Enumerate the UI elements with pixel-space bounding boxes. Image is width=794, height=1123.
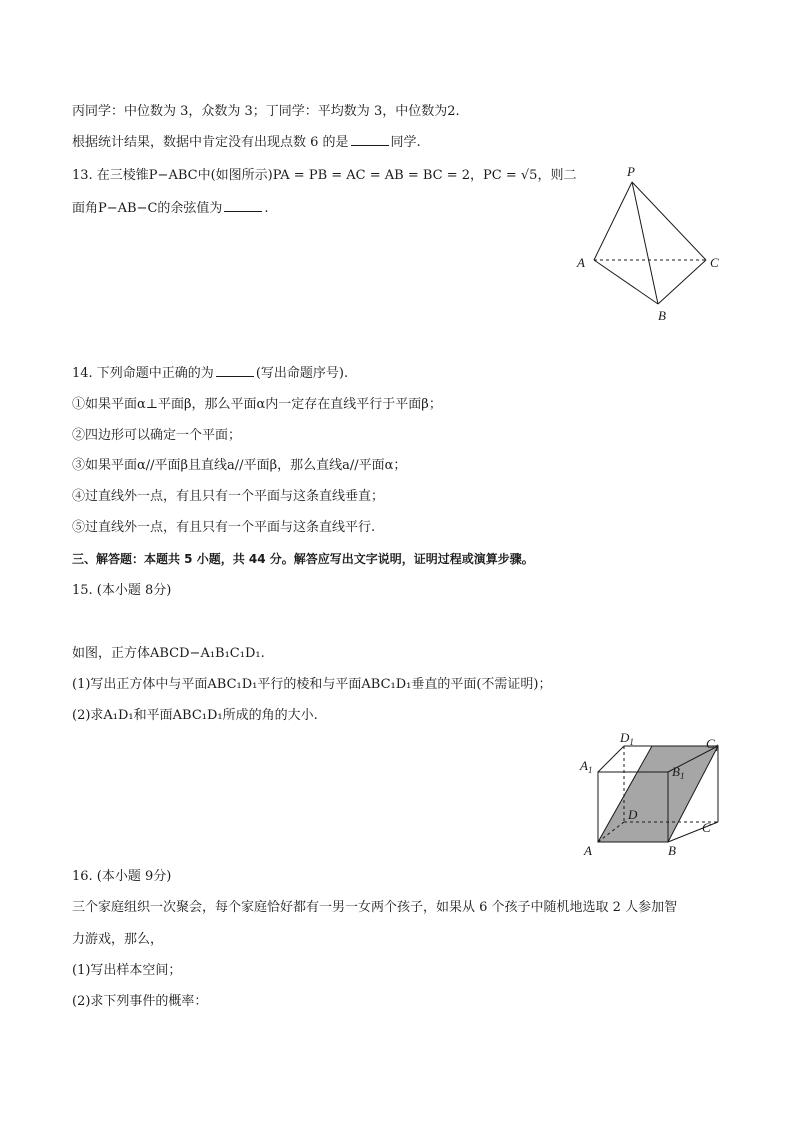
proposition-3: ③如果平面α//平面β且直线a//平面β，那么直线a//平面α； bbox=[72, 458, 407, 473]
question-16-line-2: 力游戏，那么， bbox=[72, 932, 164, 947]
question-13-line-2 bbox=[72, 199, 269, 218]
question-15-heading: 15. (本小题 8分) bbox=[72, 583, 172, 598]
text-line-1: 丙同学：中位数为 3，众数为 3；丁同学：平均数为 3，中位数为2. bbox=[72, 104, 460, 119]
question-16-line-1: 三个家庭组织一次聚会，每个家庭恰好都有一男一女两个孩子，如果从 6 个孩子中随机地选取 2 人参加智 bbox=[72, 900, 678, 915]
question-14 bbox=[72, 364, 348, 383]
question-15-intro: 如图，正方体ABCD−A₁B₁C₁D₁. bbox=[72, 646, 265, 661]
question-14-text: 14. 下列命题中正确的为 bbox=[72, 366, 214, 381]
label-A: A bbox=[577, 255, 585, 270]
label-C1-letter: C bbox=[706, 736, 715, 751]
question-16-heading: 16. (本小题 9分) bbox=[72, 869, 172, 884]
label-B1-letter: B bbox=[672, 764, 680, 779]
text-line-2 bbox=[72, 133, 421, 152]
cube-figure bbox=[576, 726, 726, 862]
label-C: C bbox=[710, 255, 719, 270]
label-C1 bbox=[706, 736, 719, 753]
text-line-2-start: 根据统计结果，数据中肯定没有出现点数 6 的是 bbox=[72, 135, 349, 150]
proposition-1: ①如果平面α⊥平面β，那么平面α内一定存在直线平行于平面β； bbox=[72, 397, 442, 412]
question-13-text: 面角P−AB−C的余弦值为 bbox=[72, 201, 223, 216]
question-13-line-1: 13. 在三棱锥P−ABC中(如图所示)PA = PB = AC = AB = BC = 2，PC = √5，则二 bbox=[72, 168, 577, 183]
label-B: B bbox=[668, 843, 676, 858]
label-B1-sub: 1 bbox=[679, 771, 685, 781]
question-15-part-2: (2)求A₁D₁和平面ABC₁D₁所成的角的大小. bbox=[72, 708, 318, 723]
question-13-end: . bbox=[264, 201, 269, 216]
proposition-5: ⑤过直线外一点，有且只有一个平面与这条直线平行. bbox=[72, 520, 376, 535]
label-D: D bbox=[628, 807, 638, 822]
label-A: A bbox=[584, 843, 592, 858]
label-P: P bbox=[627, 164, 635, 179]
question-15-part-1: (1)写出正方体中与平面ABC₁D₁平行的棱和与平面ABC₁D₁垂直的平面(不需证明)； bbox=[72, 677, 552, 692]
question-16-part-1: (1)写出样本空间； bbox=[72, 963, 182, 978]
label-C: C bbox=[702, 820, 711, 835]
question-16-part-2: (2)求下列事件的概率： bbox=[72, 994, 208, 1009]
answer-blank-14 bbox=[216, 364, 254, 377]
tetrahedron-figure bbox=[570, 160, 730, 330]
label-B: B bbox=[658, 308, 666, 323]
answer-blank-13 bbox=[224, 199, 262, 212]
label-A1 bbox=[579, 758, 592, 775]
question-14-end: (写出命题序号). bbox=[255, 366, 349, 381]
section-3-heading: 三、解答题：本题共 5 小题，共 44 分。解答应写出文字说明，证明过程或演算步骤。 bbox=[72, 552, 534, 566]
label-A1-sub: 1 bbox=[587, 765, 593, 775]
label-D1-sub: 1 bbox=[629, 737, 634, 747]
label-A1-letter: A bbox=[580, 758, 588, 773]
proposition-2: ②四边形可以确定一个平面； bbox=[72, 428, 242, 443]
text-line-2-end: 同学. bbox=[390, 135, 421, 150]
answer-blank-12 bbox=[351, 133, 389, 146]
label-D1-letter: D bbox=[620, 730, 630, 745]
label-D1 bbox=[619, 730, 634, 747]
label-C1-sub: 1 bbox=[714, 743, 720, 753]
proposition-4: ④过直线外一点，有且只有一个平面与这条直线垂直； bbox=[72, 489, 385, 504]
